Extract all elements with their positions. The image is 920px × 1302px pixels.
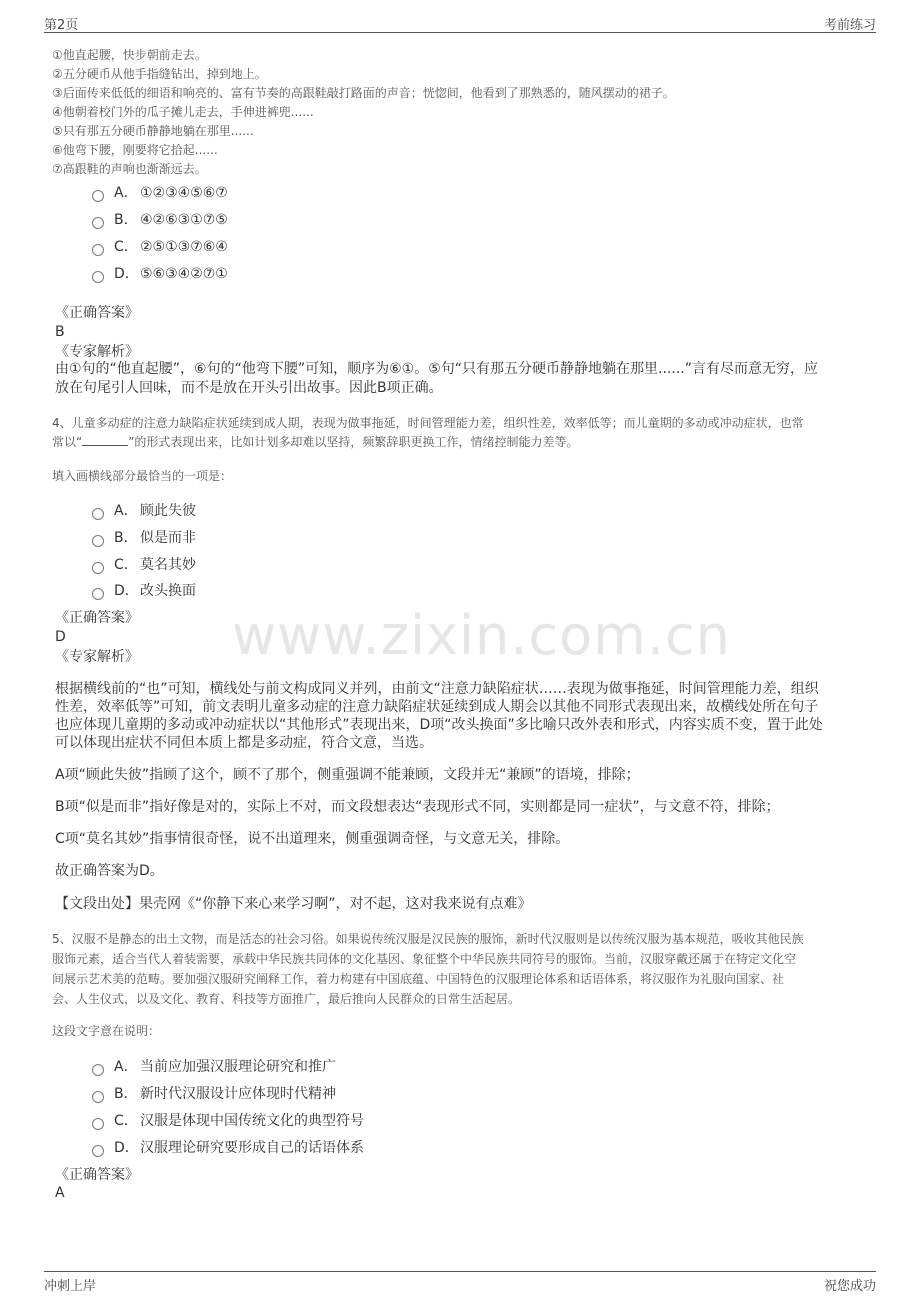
option-text: 莫名其妙 (140, 557, 196, 573)
radio-icon[interactable] (92, 190, 104, 202)
q3-sentence-1: ①他直起腰，快步朝前走去。 (52, 48, 207, 62)
q5-option-d[interactable] (92, 1137, 364, 1157)
q3-sentence-6: ⑥他弯下腰，刚要将它拾起...... (52, 143, 218, 157)
q3-sentence-3: ③后面传来低低的细语和响亮的、富有节奏的高跟鞋敲打路面的声音；恍惚间，他看到了那熟悉的，随风摆动的裙子。 (52, 86, 675, 100)
q3-sentence-4: ④他朝着校门外的瓜子摊儿走去，手伸进裤兜...... (52, 105, 314, 119)
option-text: 似是而非 (140, 530, 196, 546)
radio-icon[interactable] (92, 508, 104, 520)
option-text: 当前应加强汉服理论研究和推广 (140, 1059, 336, 1075)
q3-option-b[interactable] (92, 209, 228, 229)
q4-option-a[interactable] (92, 500, 196, 520)
q4-stem-line-2 (52, 433, 578, 450)
option-letter: B． (114, 530, 138, 546)
option-letter: A． (114, 503, 138, 519)
q5-stem-line: 5、汉服不是静态的出土文物，而是活态的社会习俗。如果说传统汉服是汉民族的服饰，新时代汉服则是以传统汉服为基本规范，吸收其他民族 (52, 932, 804, 946)
q4-analysis-line-1: 根据横线前的“也”可知，横线处与前文构成同义并列，由前文“注意力缺陷症状……表现为做事拖延，时间管理能力差，组织 (55, 681, 819, 697)
radio-icon[interactable] (92, 271, 104, 283)
option-text: 改头换面 (140, 583, 196, 599)
q4-option-d[interactable] (92, 580, 196, 600)
q4-analysis-line-4: 可以体现出症状不同但本质上都是多动症，符合文意，当选。 (55, 735, 433, 751)
page-footer (44, 1271, 876, 1292)
footer-left-text: 冲刺上岸 (44, 1279, 97, 1294)
option-letter: D． (114, 583, 139, 599)
q5-stem-line: 会、人生仪式，以及文化、教育、科技等方面推广，最后推向人民群众的日常生活起居。 (52, 992, 521, 1006)
option-letter: D． (114, 266, 139, 282)
q4-option-c-note: C项“莫名其妙”指事情很奇怪，说不出道理来，侧重强调奇怪，与文意无关，排除。 (55, 831, 570, 847)
header-title: 考前练习 (823, 18, 876, 33)
radio-icon[interactable] (92, 1145, 104, 1157)
radio-icon[interactable] (92, 1091, 104, 1103)
q3-sentence-7: ⑦高跟鞋的声响也渐渐远去。 (52, 162, 207, 176)
footer-right-text: 祝您成功 (823, 1279, 876, 1294)
radio-icon[interactable] (92, 1118, 104, 1130)
q3-analysis-line-1: 由①句的“他直起腰”，⑥句的“他弯下腰”可知，顺序为⑥①。⑤句“只有那五分硬币静静地躺在那里......”言有尽而意无穷，应 (55, 361, 818, 377)
radio-icon[interactable] (92, 588, 104, 600)
q4-option-b[interactable] (92, 527, 196, 547)
page-header (44, 12, 876, 33)
fill-in-blank (82, 434, 128, 446)
option-text: ①②③④⑤⑥⑦ (140, 185, 228, 201)
q5-stem (52, 929, 876, 1009)
option-letter: B． (114, 1086, 138, 1102)
q4-analysis-line-3: 也应体现儿童期的多动或冲动症状以“其他形式”表现出来，D项“改头换面”多比喻只改外表和形式，内容实质不变，置于此处 (55, 717, 823, 733)
q3-answer: B (55, 324, 65, 340)
q4-answer: D (55, 629, 66, 645)
q4-conclusion: 故正确答案为D。 (55, 863, 164, 879)
option-letter: A． (114, 1059, 138, 1075)
option-text: 顾此失彼 (140, 503, 196, 519)
q4-stem-line-1: 4、儿童多动症的注意力缺陷症状延续到成人期，表现为做事拖延，时间管理能力差，组织性差，效率低等；而儿童期的多动或冲动症状，也常 (52, 416, 804, 430)
q5-prompt: 这段文字意在说明： (52, 1024, 161, 1038)
q5-answer-label: 《正确答案》 (55, 1167, 139, 1183)
option-text: 新时代汉服设计应体现时代精神 (140, 1086, 336, 1102)
q3-option-d[interactable] (92, 263, 228, 283)
option-text: 汉服理论研究要形成自己的话语体系 (140, 1140, 364, 1156)
q3-option-a[interactable] (92, 182, 228, 202)
watermark: www.zixin.com.cn (232, 604, 731, 667)
radio-icon[interactable] (92, 244, 104, 256)
option-text: ⑤⑥③④②⑦① (140, 266, 228, 282)
option-letter: A． (114, 185, 138, 201)
q4-prompt: 填入画横线部分最恰当的一项是： (52, 469, 233, 483)
radio-icon[interactable] (92, 562, 104, 574)
q4-option-a-note: A项“顾此失彼”指顾了这个，顾不了那个，侧重强调不能兼顾，文段并无“兼顾”的语境，排除； (55, 767, 640, 783)
option-letter: C． (114, 239, 138, 255)
option-letter: B． (114, 212, 138, 228)
option-letter: C． (114, 1113, 138, 1129)
q4-analysis-line-2: 性差，效率低等”可知，前文表明儿童多动症的注意力缺陷症状延续到成人期会以其他不同形式表现出来，故横线处所在句子 (55, 699, 819, 715)
q4-answer-label: 《正确答案》 (55, 610, 139, 626)
q4-option-c[interactable] (92, 554, 196, 574)
q5-stem-line: 间展示艺术美的范畴。要加强汉服研究阐释工作，着力构建有中国底蕴、中国特色的汉服理论体系和话语体系，将汉服作为礼服向国家、社 (52, 972, 785, 986)
q3-analysis-line-2: 放在句尾引人回味，而不是放在开头引出故事。因此B项正确。 (55, 380, 443, 396)
radio-icon[interactable] (92, 217, 104, 229)
q5-answer: A (55, 1185, 65, 1201)
q3-sentence-2: ②五分硬币从他手指缝钻出，掉到地上。 (52, 67, 267, 81)
q4-source: 【文段出处】果壳网《“你静下来心来学习啊”，对不起，这对我来说有点难》 (55, 896, 532, 912)
option-letter: C． (114, 557, 138, 573)
q5-option-c[interactable] (92, 1110, 364, 1130)
q5-option-b[interactable] (92, 1083, 336, 1103)
option-letter: D． (114, 1140, 139, 1156)
option-text: ②⑤①③⑦⑥④ (140, 239, 228, 255)
option-text: ④②⑥③①⑦⑤ (140, 212, 228, 228)
q4-analysis-label: 《专家解析》 (55, 649, 139, 665)
page-number: 第2页 (44, 18, 79, 33)
radio-icon[interactable] (92, 535, 104, 547)
option-text: 汉服是体现中国传统文化的典型符号 (140, 1113, 364, 1129)
q3-answer-label: 《正确答案》 (55, 305, 139, 321)
q5-option-a[interactable] (92, 1056, 336, 1076)
q3-sentence-5: ⑤只有那五分硬币静静地躺在那里...... (52, 124, 254, 138)
q4-stem-text: ”的形式表现出来，比如计划多却难以坚持，频繁辞职更换工作，情绪控制能力差等。 (128, 435, 579, 449)
q4-stem-text: 常以“ (52, 435, 83, 449)
q3-option-c[interactable] (92, 236, 228, 256)
q3-analysis-label: 《专家解析》 (55, 344, 139, 360)
q5-stem-line: 服饰元素，适合当代人着装需要，承载中华民族共同体的文化基因、象征整个中华民族共同符号的服饰。当前，汉服穿戴还属于在特定文化空 (52, 952, 797, 966)
radio-icon[interactable] (92, 1064, 104, 1076)
q4-option-b-note: B项“似是而非”指好像是对的，实际上不对，而文段想表达“表现形式不同，实则都是同一症状”，与文意不符，排除； (55, 799, 780, 815)
